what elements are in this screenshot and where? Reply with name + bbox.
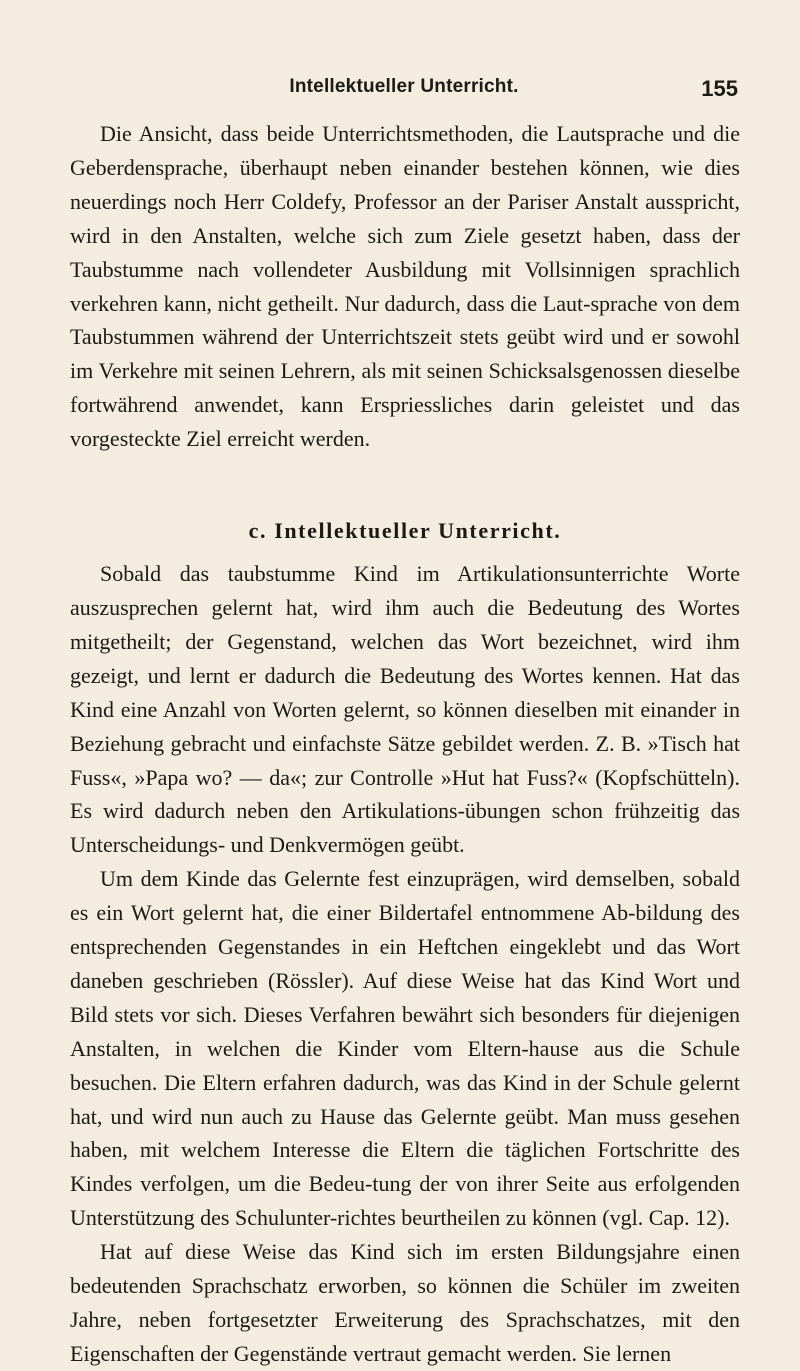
- paragraph-coldefy: Die Ansicht, dass beide Unterrichtsmethoden, die Lautsprache und die Geberdensprache, überhaupt neben einander bestehen können, wie dies neuerdings noch Herr Coldefy, Professor an der Pariser Anstalt ausspricht, wird in den Anstalten, welche sich zum Ziele gesetzt haben, dass der Taubstumme nach vollendeter Ausbildung mit Vollsinnigen sprachlich verkehren kann, nicht getheilt. Nur dadurch, dass die Laut-sprache von dem Taubstummen während der Unterrichtszeit stets geübt wird und er sowohl im Verkehre mit seinen Lehrern, als mit seinen Schicksalsgenossen dieselbe fortwährend anwendet, kann Erspriessliches darin geleistet und das vorgesteckte Ziel erreicht werden.: [70, 121, 740, 452]
- paragraph-bildertafel: Um dem Kinde das Gelernte fest einzuprägen, wird demselben, sobald es ein Wort gelernt hat, die einer Bildertafel entnommene Ab-bildung des entsprechenden Gegenstandes in ein Heftchen eingeklebt und das Wort daneben geschrieben (Rössler). Auf diese Weise hat das Kind Wort und Bild stets vor sich. Dieses Verfahren bewährt sich besonders für diejenigen Anstalten, in welchen die Kinder vom Eltern-hause aus die Schule besuchen. Die Eltern erfahren dadurch, was das Kind in der Schule gelernt hat, und wird nun auch zu Hause das Gelernte geübt. Man muss gesehen haben, mit welchem Interesse die Eltern die täglichen Fortschritte des Kindes verfolgen, um die Bedeu-tung der von ihrer Seite aus erfolgenden Unterstützung des Schulunter-richtes beurtheilen zu können (vgl. Cap. 12).: [70, 866, 740, 1231]
- running-title: Intellektueller Unterricht.: [289, 76, 519, 97]
- paragraph-sprachschatz: Hat auf diese Weise das Kind sich im ersten Bildungsjahre einen bedeutenden Sprachschatz erworben, so können die Schüler im zweiten Jahre, neben fortgesetzter Erweiterung des Sprachschatzes, mit den Eigenschaften der Gegenstände vertraut gemacht werden. Sie lernen: [70, 1239, 740, 1366]
- body-text: [70, 117, 740, 1371]
- section-heading: c. Intellektueller Unterricht.: [248, 518, 562, 544]
- running-head: [70, 76, 738, 108]
- paragraph-artikulation: Sobald das taubstumme Kind im Artikulationsunterrichte Worte auszusprechen gelernt hat, wird ihm auch die Bedeutung des Wortes mitgetheilt; der Gegenstand, welchen das Wort bezeichnet, wird ihm gezeigt, und lernt er dadurch die Bedeutung des Wortes kennen. Hat das Kind eine Anzahl von Worten gelernt, so können dieselben mit einander in Beziehung gebracht und einfachste Sätze gebildet werden. Z. B. »Tisch hat Fuss«, »Papa wo? — da«; zur Controlle »Hut hat Fuss?« (Kopfschütteln). Es wird dadurch neben den Artikulations-übungen schon frühzeitig das Unterscheidungs- und Denkvermögen geübt.: [70, 561, 740, 858]
- page-number: 155: [701, 76, 738, 101]
